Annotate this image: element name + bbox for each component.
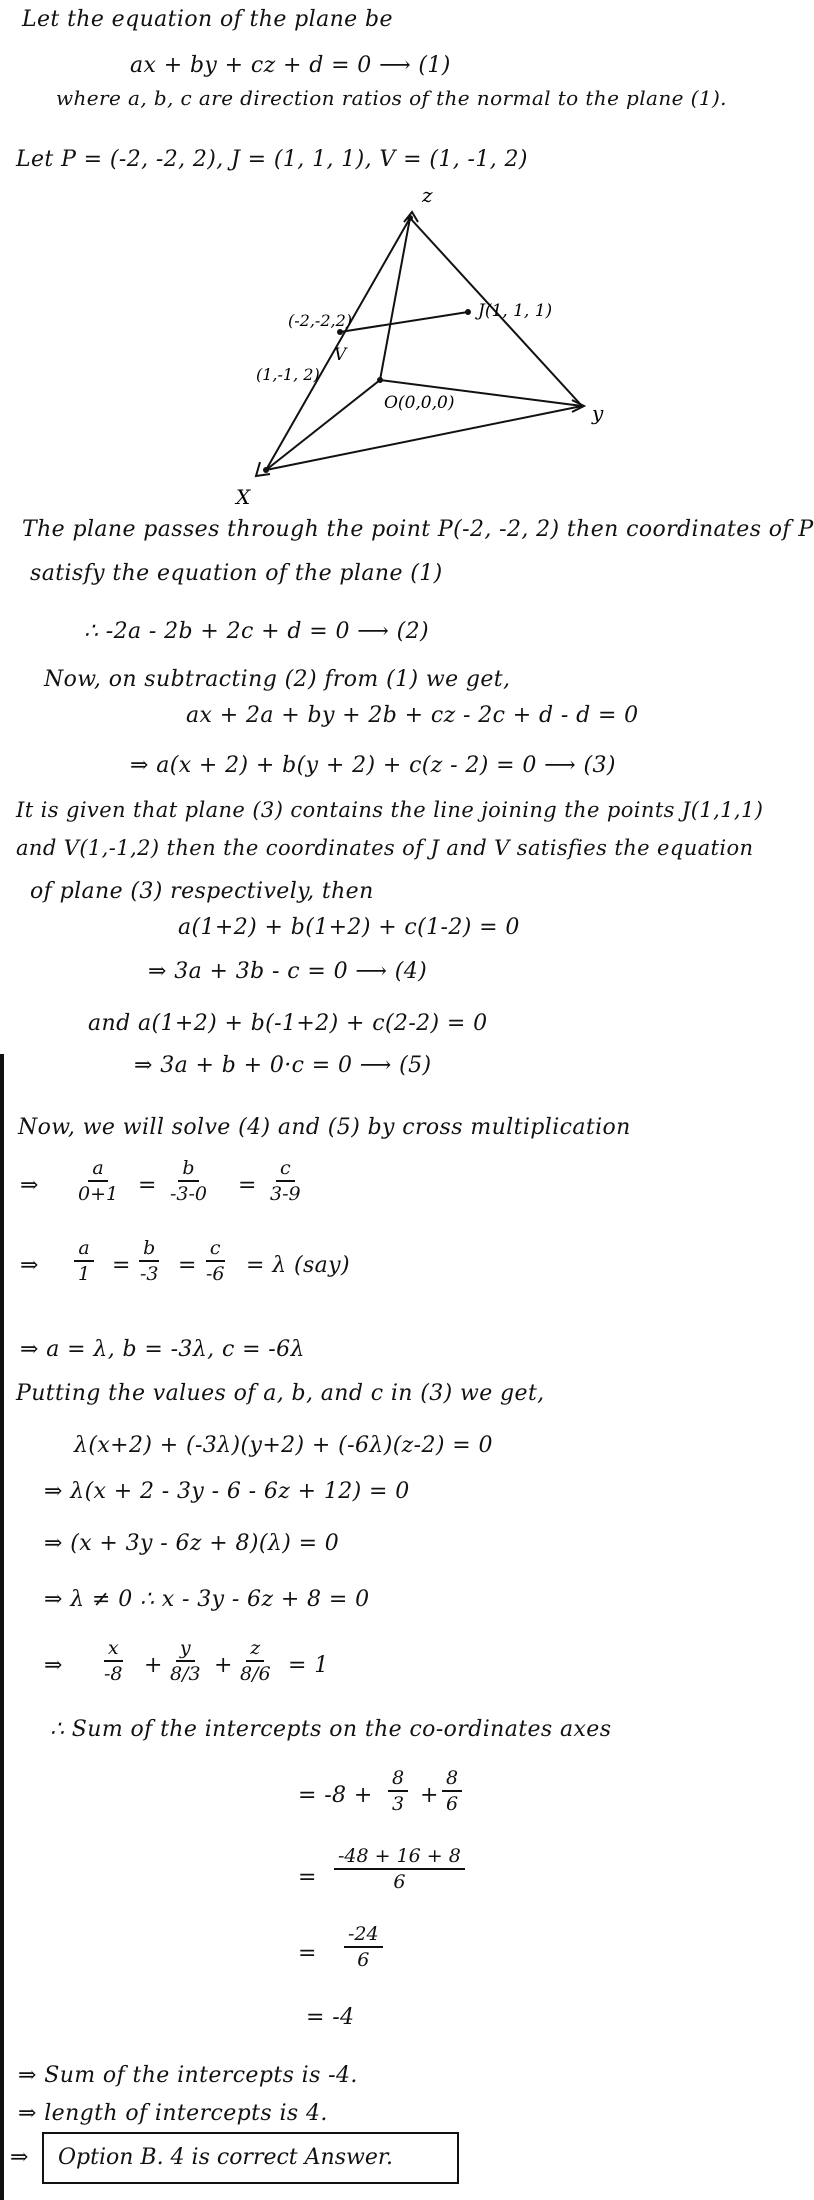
implies-symbol: ⇒: [44, 1653, 63, 1678]
answer-box: [42, 2132, 459, 2184]
axis-x: [266, 380, 380, 470]
fraction: $\frac{8}{3}$: [388, 1766, 408, 1816]
plus-symbol: +: [144, 1653, 163, 1678]
text-line: ⇒ Sum of the intercepts is -4.: [18, 2063, 358, 2088]
implies-symbol: ⇒: [20, 1173, 39, 1198]
equation-line: ⇒ λ ≠ 0 ∴ x - 3y - 6z + 8 = 0: [44, 1587, 370, 1612]
edge-z-x: [266, 218, 410, 470]
text-line: Now, we will solve (4) and (5) by cross multiplication: [18, 1115, 631, 1140]
fraction: $\frac{y}{8/3}$: [170, 1637, 201, 1685]
sum-line: = -8 +: [298, 1783, 373, 1808]
point-x: [263, 467, 269, 473]
equation-line: ∴ -2a - 2b + 2c + d = 0 ⟶ (2): [84, 619, 429, 644]
equation-line: ⇒ 3a + b + 0·c = 0 ⟶ (5): [134, 1053, 432, 1078]
edge-x-y: [266, 406, 582, 470]
text-line: ⇒ length of intercepts is 4.: [18, 2101, 328, 2126]
equation-line: ax + by + cz + d = 0 ⟶ (1): [130, 53, 451, 78]
plus-symbol: +: [420, 1783, 439, 1808]
text-line: Let P = (-2, -2, 2), J = (1, 1, 1), V = (1, -1, 2): [16, 147, 528, 172]
equals-symbol: =: [178, 1253, 197, 1278]
text-line: It is given that plane (3) contains the line joining the points J(1,1,1): [16, 798, 764, 822]
fraction: $\frac{a}{0+1}$: [78, 1157, 119, 1205]
text-line: Let the equation of the plane be: [22, 7, 393, 32]
origin-label: O(0,0,0): [384, 393, 455, 413]
fraction: $\frac{b}{-3-0}$: [170, 1157, 208, 1205]
text-line: The plane passes through the point P(-2, -2, 2) then coordinates of P: [22, 517, 814, 542]
p-point-label: (-2,-2,2): [288, 311, 353, 330]
text-line: satisfy the equation of the plane (1): [30, 561, 443, 586]
text-line: Now, on subtracting (2) from (1) we get,: [44, 667, 511, 692]
point-origin: [377, 377, 383, 383]
v-coordinate-label: (1,-1, 2): [256, 365, 320, 384]
x-axis-label: X: [236, 485, 251, 509]
point-j: [465, 309, 471, 315]
margin-line: [0, 1054, 4, 2200]
equation-line: ⇒ a(x + 2) + b(y + 2) + c(z - 2) = 0 ⟶ (3): [130, 753, 616, 778]
equation-line: ⇒ λ(x + 2 - 3y - 6 - 6z + 12) = 0: [44, 1479, 410, 1504]
text-line: of plane (3) respectively, then: [30, 879, 374, 904]
equation-line: ⇒ (x + 3y - 6z + 8)(λ) = 0: [44, 1531, 340, 1556]
plus-symbol: +: [214, 1653, 233, 1678]
y-axis-label: y: [592, 401, 604, 425]
text-line: where a, b, c are direction ratios of the normal to the plane (1).: [56, 86, 727, 110]
equation-line: a(1+2) + b(1+2) + c(1-2) = 0: [178, 915, 520, 940]
fraction: $\frac{-24}{6}$: [344, 1922, 383, 1972]
equals-symbol: =: [298, 1865, 317, 1890]
equals-one: = 1: [288, 1653, 329, 1678]
j-point-label: J(1, 1, 1): [478, 301, 553, 321]
fraction: $\frac{c}{3-9}$: [270, 1157, 301, 1205]
coordinate-diagram: [220, 180, 640, 520]
equals-symbol: =: [238, 1173, 257, 1198]
fraction: $\frac{a}{1}$: [74, 1236, 94, 1286]
text-line: and V(1,-1,2) then the coordinates of J and V satisfies the equation: [16, 836, 754, 860]
text-line: ∴ Sum of the intercepts on the co-ordinates axes: [50, 1717, 612, 1742]
v-point-label: V: [334, 345, 347, 365]
equation-line: ⇒ a = λ, b = -3λ, c = -6λ: [20, 1337, 305, 1362]
equals-symbol: =: [298, 1941, 317, 1966]
implies-symbol: ⇒: [10, 2145, 29, 2170]
z-axis-label: z: [422, 183, 433, 207]
equals-symbol: =: [112, 1253, 131, 1278]
equation-line: ax + 2a + by + 2b + cz - 2c + d - d = 0: [186, 703, 639, 728]
fraction: $\frac{b}{-3}$: [140, 1237, 159, 1285]
answer-text: Option B. 4 is correct Answer.: [58, 2145, 393, 2170]
fraction: $\frac{z}{8/6}$: [240, 1637, 271, 1685]
equation-line: and a(1+2) + b(-1+2) + c(2-2) = 0: [88, 1011, 488, 1036]
fraction: $\frac{c}{-6}$: [206, 1237, 225, 1285]
lambda-say: = λ (say): [246, 1253, 350, 1278]
fraction: $\frac{x}{-8}$: [104, 1637, 123, 1685]
text-line: Putting the values of a, b, and c in (3) we get,: [16, 1381, 545, 1406]
equation-line: λ(x+2) + (-3λ)(y+2) + (-6λ)(z-2) = 0: [74, 1433, 493, 1458]
equation-line: ⇒ 3a + 3b - c = 0 ⟶ (4): [148, 959, 428, 984]
implies-symbol: ⇒: [20, 1253, 39, 1278]
result-line: = -4: [306, 2005, 355, 2030]
fraction: $\frac{-48 + 16 + 8}{6}$: [334, 1844, 465, 1894]
line-j-v: [340, 312, 468, 332]
fraction: $\frac{8}{6}$: [442, 1766, 462, 1816]
equals-symbol: =: [138, 1173, 157, 1198]
point-z: [407, 215, 413, 221]
